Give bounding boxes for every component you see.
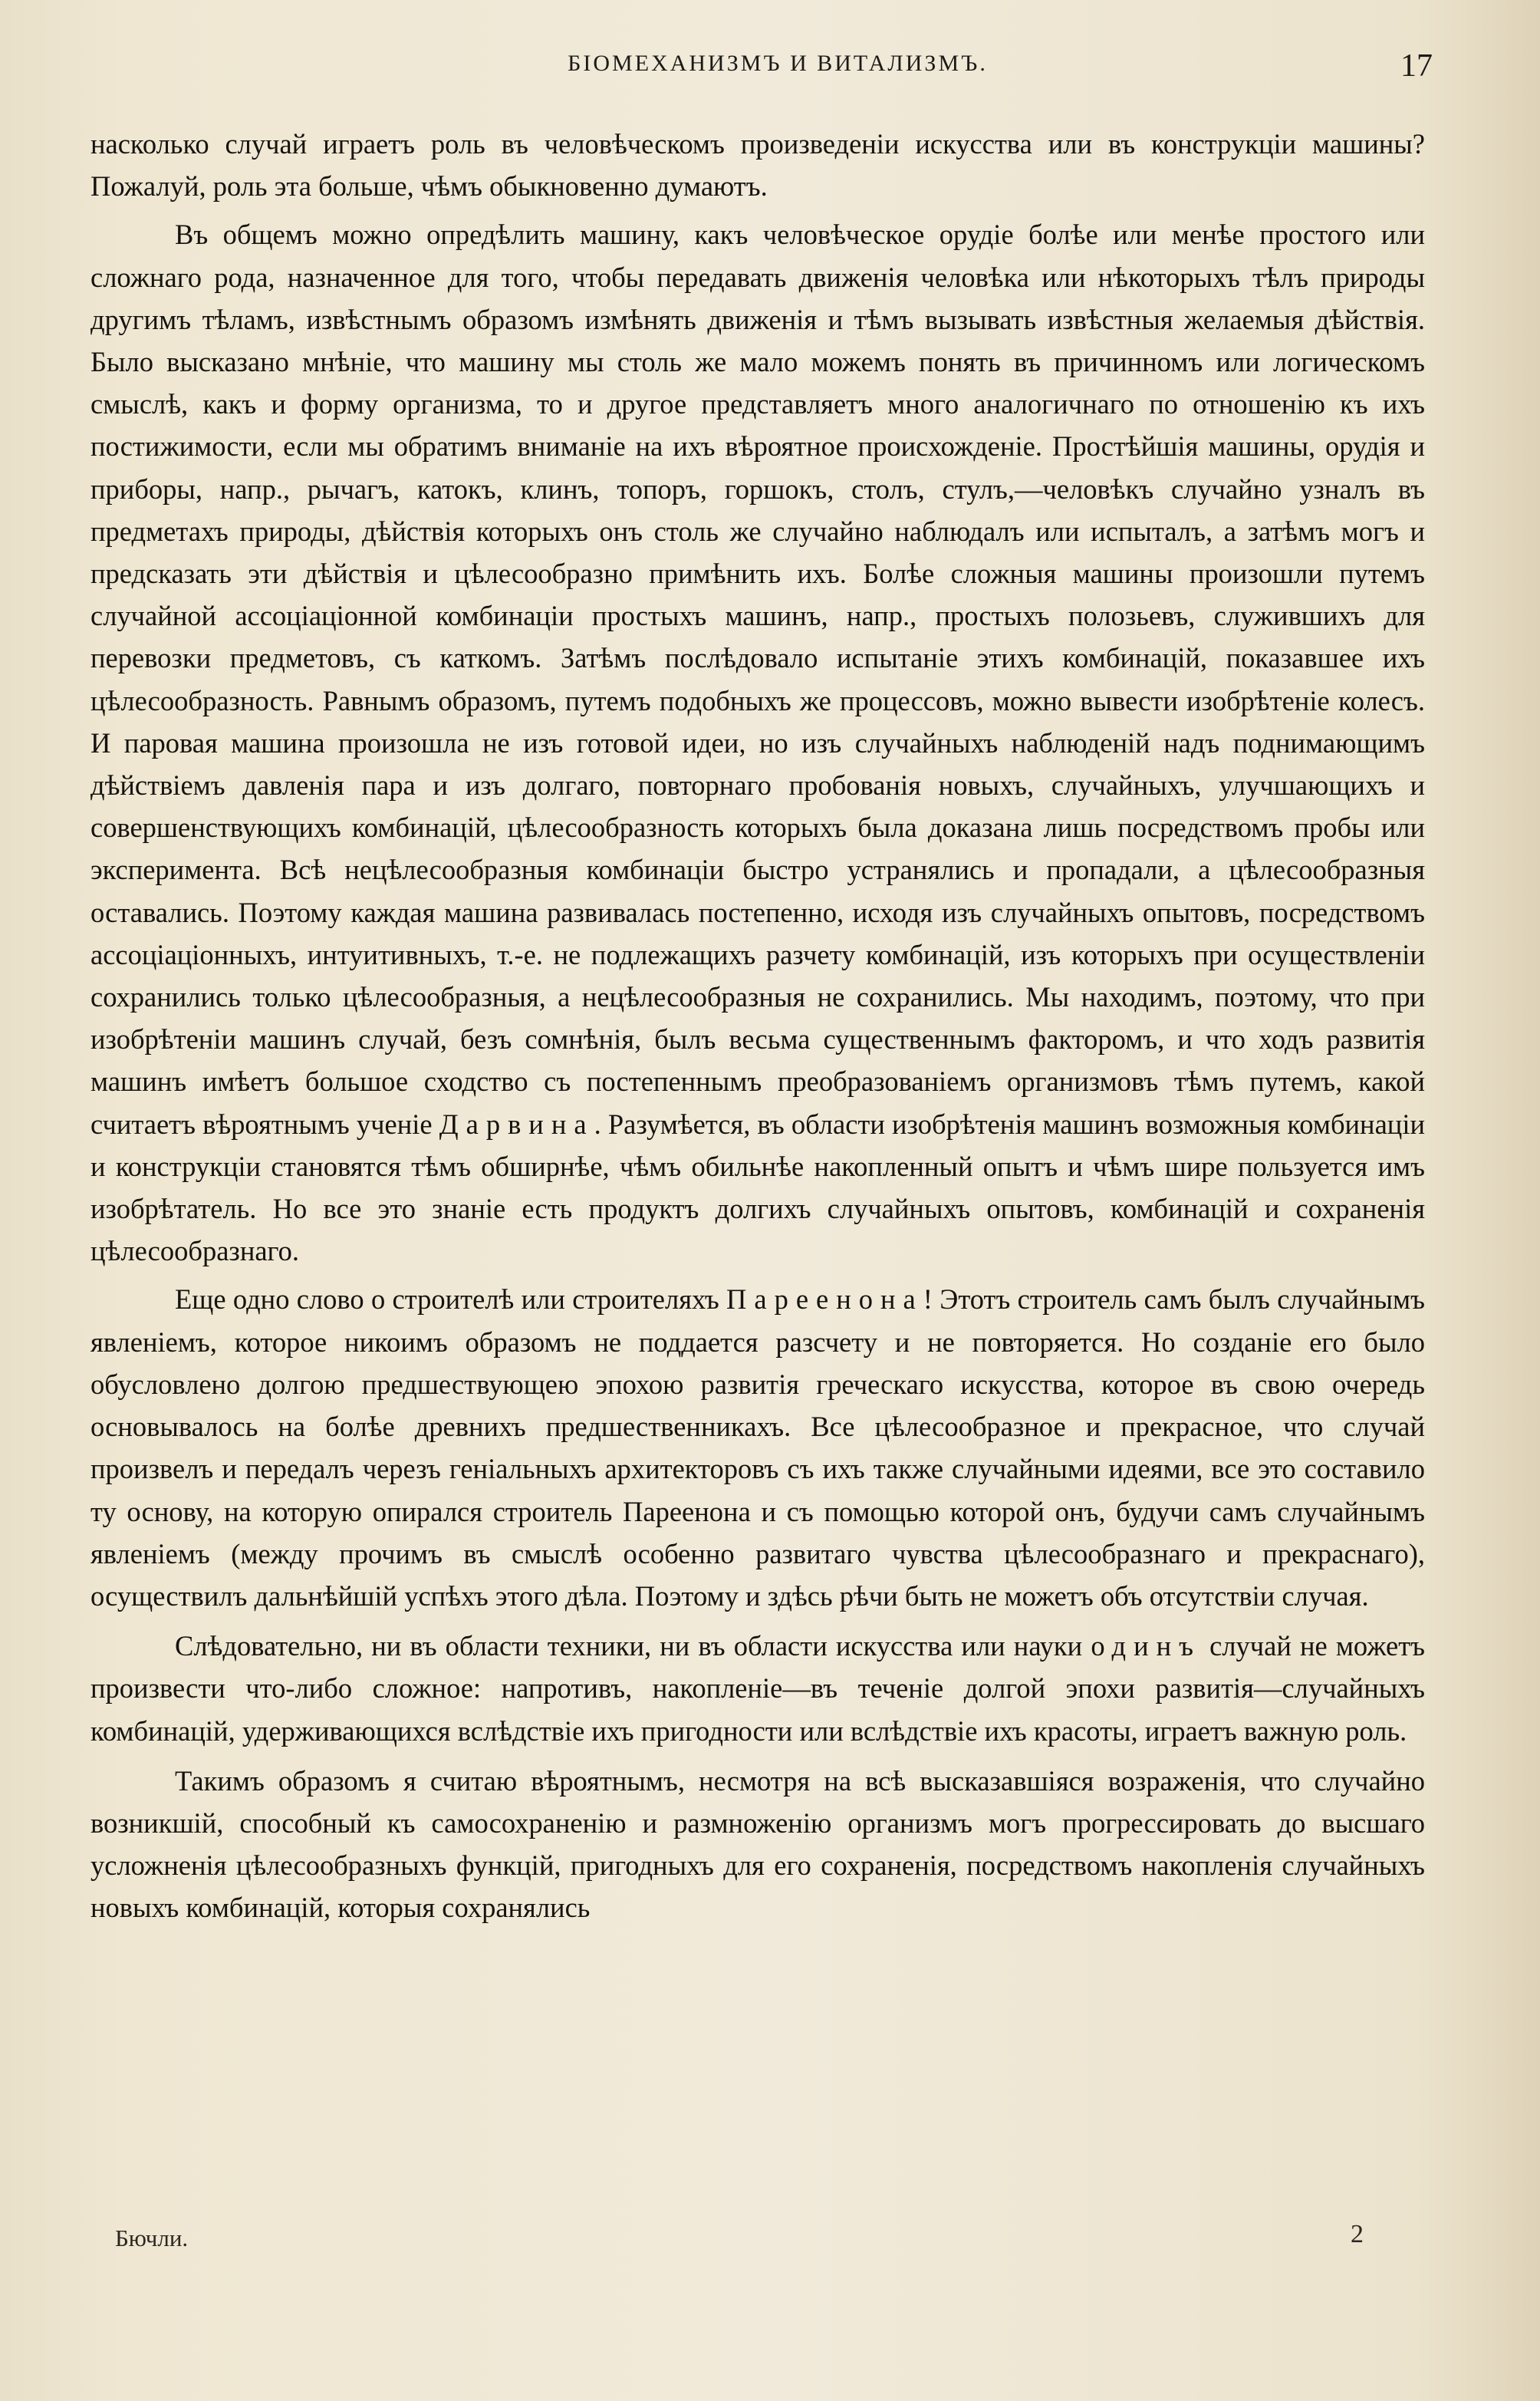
paragraph-5: Такимъ образомъ я считаю вѣроятнымъ, несмотря на всѣ высказавшіяся возраженія, что случайно возникшій, способный къ самосохраненію и размноженію организмъ могъ прогрессировать до высшаго усложненія цѣлесообразныхъ функцій, пригодныхъ для его сохраненія, посредствомъ накопленія случайныхъ новыхъ комбинацій, которыя сохранялись [90,1764,1425,1924]
paragraph-3-part-2: ! Этотъ строитель самъ былъ случайнымъ явленіемъ, которое никоимъ образомъ не поддается разсчету и не повторяется. Но созданіе его было обусловлено долгою предшествующею эпохою развитія греческаго искусства, которое въ свою очередь основывалось на болѣе древнихъ предшественникахъ. Все цѣлесообразное и прекрасное, что случай произвелъ и передалъ черезъ геніальныхъ архитекторовъ съ ихъ также случайными идеями, все это составило ту основу, на которую опирался строитель Пареенона и съ помощью которой онъ, будучи самъ случайнымъ явленіемъ (между прочимъ въ смыслѣ особенно развитаго чувства цѣлесообразнаго и прекраснаго), осуществилъ дальнѣйшій успѣхъ этого дѣла. Поэтому и здѣсь рѣчи быть не можетъ объ отсутствіи случая. [90,1283,1426,1612]
page-number: 17 [1400,48,1433,84]
body-text [90,123,1425,1935]
paragraph-2 [90,213,1425,1272]
paragraph-2-part-1: Въ общемъ можно опредѣлить машину, какъ человѣческое орудіе болѣе или менѣе простого или сложнаго рода, назначенное для того, чтобы передавать движенія человѣка или нѣкоторыхъ тѣлъ природы другимъ тѣламъ, извѣстнымъ образомъ измѣнять движенія и тѣмъ вызывать извѣстныя желаемыя дѣйствія. Было высказано мнѣніе, что машину мы столь же мало можемъ понять въ причинномъ или логическомъ смыслѣ, какъ и форму организма, то и другое представляетъ много аналогичнаго по отношенію къ ихъ постижимости, если мы обратимъ вниманіе на ихъ вѣроятное происхожденіе. Простѣйшія машины, орудія и приборы, напр., рычагъ, катокъ, клинъ, топоръ, горшокъ, столъ, стулъ,—человѣкъ случайно узналъ въ предметахъ природы, дѣйствія которыхъ онъ столь же случайно наблюдалъ или испыталъ, а затѣмъ могъ и предсказать эти дѣйствія и цѣлесообразно примѣнить ихъ. Болѣе сложныя машины произошли путемъ случайной ассоціаціонной комбинаціи простыхъ машинъ, напр., простыхъ полозьевъ, служившихъ для перевозки предметовъ, съ каткомъ. Затѣмъ послѣдовало испытаніе этихъ комбинацій, показавшее ихъ цѣлесообразность. Равнымъ образомъ, путемъ подобныхъ же процессовъ, можно вывести изобрѣтеніе колесъ. И паровая машина произошла не изъ готовой идеи, но изъ случайныхъ наблюденій надъ поднимающимъ дѣйствіемъ давленія пара и изъ долгаго, повторнаго пробованія новыхъ, случайныхъ, улучшающихъ и совершенствующихъ комбинацій, цѣлесообразность которыхъ была доказана лишь посредствомъ пробы или эксперимента. Всѣ нецѣлесообразныя комбинаціи быстро устранялись и пропадали, а цѣлесообразныя оставались. Поэтому каждая машина развивалась постепенно, исходя изъ случайныхъ опытовъ, посредствомъ ассоціаціонныхъ, интуитивныхъ, т.-е. не подлежащихъ разчету комбинацій, изъ которыхъ при осуществленіи сохранились только цѣлесообразныя, а нецѣлесообразныя не сохранились. Мы находимъ, поэтому, что при изобрѣтеніи машинъ случай, безъ сомнѣнія, былъ весьма существеннымъ факторомъ, и что ходъ развитія машинъ имѣетъ большое сходство съ постепеннымъ преобразованіемъ организмовъ тѣмъ путемъ, какой считаетъ вѣроятнымъ ученіе [90,219,1425,1140]
page-footer [115,2220,1425,2271]
paragraph-2-part-2: . Разумѣется, въ области изобрѣтенія машинъ возможныя комбинаціи и конструкціи становятся тѣмъ обширнѣе, чѣмъ обильнѣе накопленный опытъ и чѣмъ шире пользуется имъ изобрѣтатель. Но все это знаніе есть продуктъ долгихъ случайныхъ опытовъ, комбинацій и сохраненія цѣлесообразнаго. [90,1108,1425,1267]
word-odin: одинъ [1091,1630,1202,1662]
paragraph-3 [90,1278,1425,1617]
name-darwin: Дарвина [439,1108,594,1140]
name-parthenon: Пареенона [726,1283,923,1316]
signature-mark: Бючли. [115,2225,189,2251]
page-header [123,48,1433,97]
running-head: БІОМЕХАНИЗМЪ И ВИТАЛИЗМЪ. [568,51,988,76]
paragraph-4-part-1: Слѣдовательно, ни въ области техники, ни въ области искусства или науки [175,1630,1083,1662]
paragraph-1: насколько случай играетъ роль въ человѣческомъ произведеніи искусства или въ конструкціи машины? Пожалуй, роль эта больше, чѣмъ обыкновенно думаютъ. [90,128,1425,203]
paragraph-3-part-1: Еще одно слово о строителѣ или строителяхъ [175,1283,719,1316]
paragraph-4-part-2: случай не можетъ произвести что-либо сложное: напротивъ, накопленіе—въ теченіе долгой эпохи развитія—случайныхъ комбинацій, удерживающихся вслѣдствіе ихъ пригодности или вслѣдствіе ихъ красоты, играетъ важную роль. [90,1630,1426,1747]
paragraph-4 [90,1625,1425,1752]
sheet-number: 2 [1351,2220,1364,2248]
